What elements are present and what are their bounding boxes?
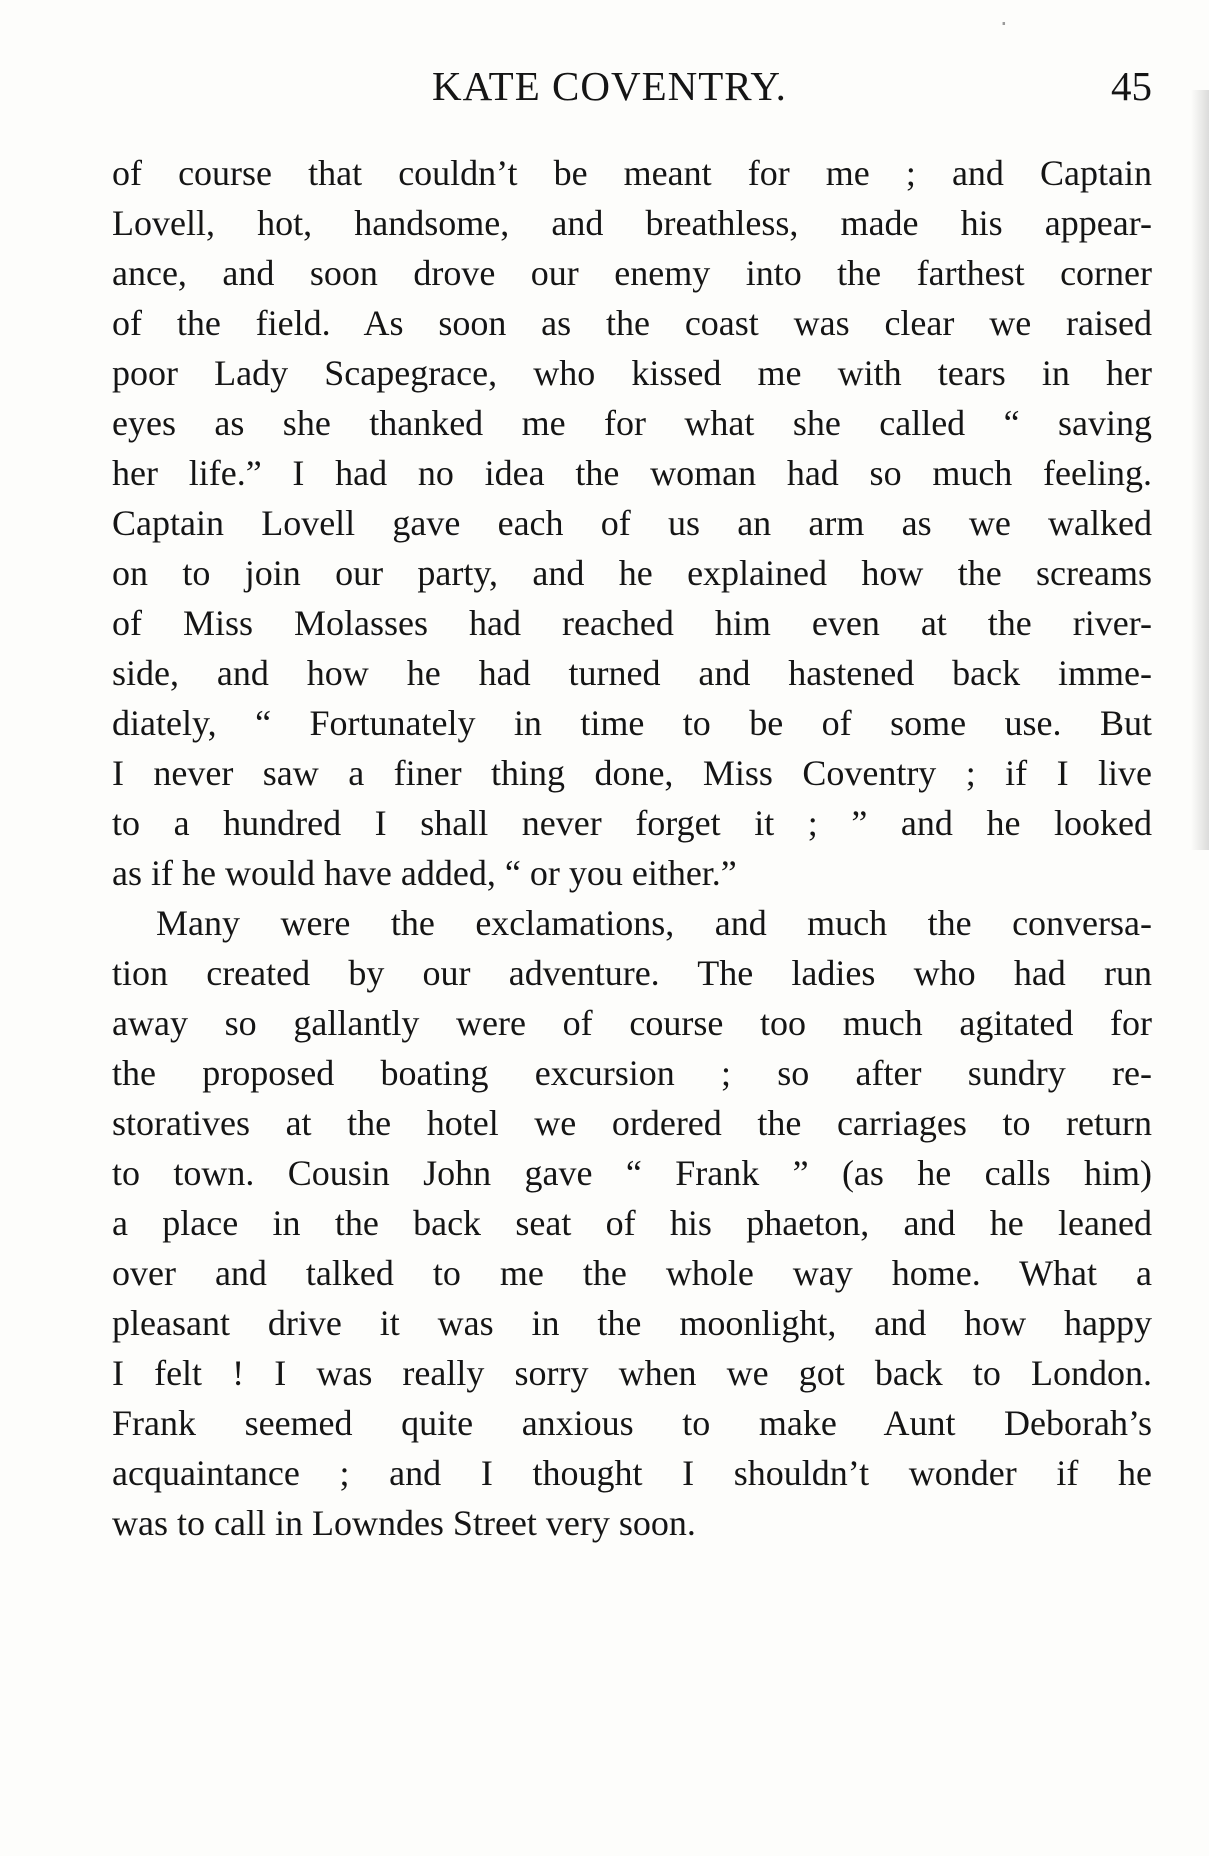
text-line: of Miss Molasses had reached him even at the river- bbox=[112, 603, 1152, 643]
page-number: 45 bbox=[1111, 63, 1152, 109]
text-line: her life.” I had no idea the woman had so much feeling. bbox=[112, 453, 1152, 493]
text-line: to a hundred I shall never forget it ; ” and he looked bbox=[112, 803, 1152, 843]
text-line: over and talked to me the whole way home. What a bbox=[112, 1253, 1152, 1293]
text-line: away so gallantly were of course too much agitated for bbox=[112, 1003, 1152, 1043]
paragraph-start-line: Many were the exclamations, and much the conversa- bbox=[156, 903, 1152, 943]
text-line: was to call in Lowndes Street very soon. bbox=[112, 1503, 696, 1543]
text-line: the proposed boating excursion ; so after sundry re- bbox=[112, 1053, 1152, 1093]
text-line: pleasant drive it was in the moonlight, and how happy bbox=[112, 1303, 1152, 1343]
scan-speck: · bbox=[1000, 10, 1008, 38]
text-line: on to join our party, and he explained how the screams bbox=[112, 553, 1152, 593]
text-line: of the field. As soon as the coast was clear we raised bbox=[112, 303, 1152, 343]
text-line: tion created by our adventure. The ladies who had run bbox=[112, 953, 1152, 993]
text-line: diately, “ Fortunately in time to be of some use. But bbox=[112, 703, 1152, 743]
text-line: ance, and soon drove our enemy into the farthest corner bbox=[112, 253, 1152, 293]
running-header bbox=[112, 62, 1152, 122]
text-line: Captain Lovell gave each of us an arm as we walked bbox=[112, 503, 1152, 543]
text-line: Frank seemed quite anxious to make Aunt Deborah’s bbox=[112, 1403, 1152, 1443]
text-line: poor Lady Scapegrace, who kissed me with tears in her bbox=[112, 353, 1152, 393]
page-edge-shadow bbox=[1191, 90, 1209, 850]
running-title: KATE COVENTRY. bbox=[432, 63, 787, 109]
text-line: I never saw a finer thing done, Miss Coventry ; if I live bbox=[112, 753, 1152, 793]
text-line: Lovell, hot, handsome, and breathless, made his appear- bbox=[112, 203, 1152, 243]
text-line: I felt ! I was really sorry when we got back to London. bbox=[112, 1353, 1152, 1393]
text-line: acquaintance ; and I thought I shouldn’t wonder if he bbox=[112, 1453, 1152, 1493]
text-line: eyes as she thanked me for what she called “ saving bbox=[112, 403, 1152, 443]
text-line: of course that couldn’t be meant for me ; and Captain bbox=[112, 153, 1152, 193]
text-line: side, and how he had turned and hastened back imme- bbox=[112, 653, 1152, 693]
text-line: storatives at the hotel we ordered the carriages to return bbox=[112, 1103, 1152, 1143]
text-line: to town. Cousin John gave “ Frank ” (as he calls him) bbox=[112, 1153, 1152, 1193]
body-text bbox=[112, 148, 1152, 1548]
text-line: as if he would have added, “ or you either.” bbox=[112, 853, 737, 893]
text-line: a place in the back seat of his phaeton, and he leaned bbox=[112, 1203, 1152, 1243]
